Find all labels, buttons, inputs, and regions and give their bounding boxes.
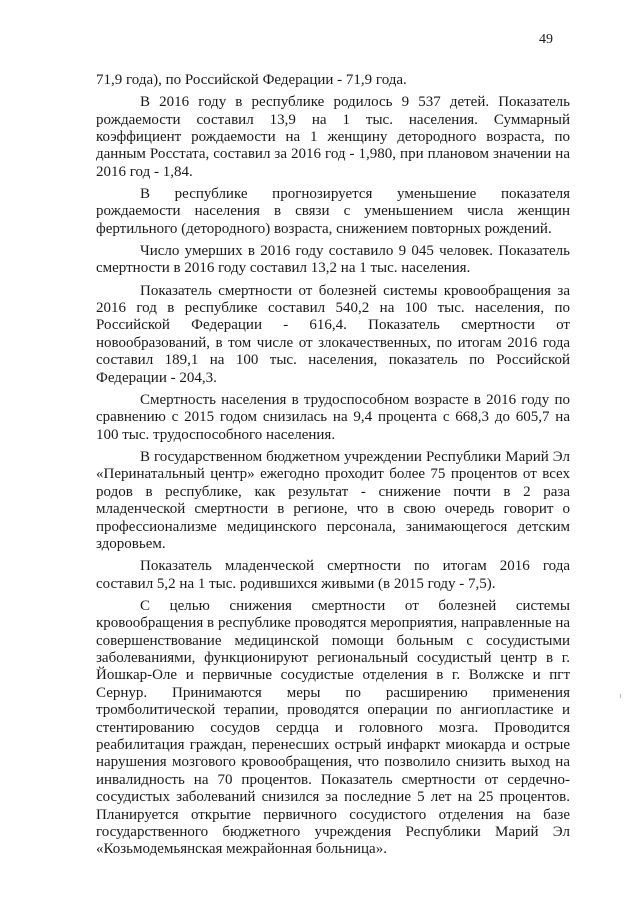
paragraph-working-age-mortality: Смертность населения в трудоспособном возрасте в 2016 году по сравнению с 2015 годом снизилась на 9,4 процента с 668,3 до 605,7 на 100 тыс. трудоспособного населения. xyxy=(96,391,570,443)
paragraph-vascular-measures: С целью снижения смертности от болезней системы кровообращения в республике проводятся мероприятия, направленные на совершенствование медицинской помощи больным с сосудистыми заболеваниями, функционируют региональный сосудистый центр в г. Йошкар-Оле и первичные сосудистые отделения в г. Волжске и пгт Сернур. Принимаются меры по расширению применения тромболитической терапии, проводятся операции по ангиопластике и стентированию сосудов сердца и головного мозга. Проводится реабилитация граждан, перенесших острый инфаркт миокарда и острые нарушения мозгового кровообращения, что позволило снизить выход на инвалидность на 70 процентов. Показатель смертности от сердечно-сосудистых заболеваний снизился за последние 5 лет на 25 процентов. Планируется открытие первичного сосудистого отделения на базе государственного бюджетного учреждения Республики Марий Эл «Козьмодемьянская межрайонная больница». xyxy=(96,597,570,858)
paragraph-deaths: Число умерших в 2016 году составило 9 045 человек. Показатель смертности в 2016 году составил 13,2 на 1 тыс. населения. xyxy=(96,243,570,277)
paragraph-perinatal-center: В государственном бюджетном учреждении Республики Марий Эл «Перинатальный центр» ежегодно проходит более 75 процентов от всех родов в республике, как результат - снижение почти в 2 раза младенческой смертности в регионе, что в свою очередь говорит о профессионализме медицинского персонала, занимающегося детским здоровьем. xyxy=(96,448,570,552)
paragraph-birth-rate: В 2016 году в республике родилось 9 537 детей. Показатель рождаемости составил 13,9 на 1 тыс. населения. Суммарный коэффициент рождаемости на 1 женщину детородного возраста, по данным Росстата, составил за 2016 год - 1,980, при плановом значении на 2016 год - 1,84. xyxy=(96,94,570,180)
paragraph-circulatory-mortality: Показатель смертности от болезней системы кровообращения за 2016 год в республике составил 540,2 на 100 тыс. населения, по Российской Федерации - 616,4. Показатель смертности от новообразований, в том числе от злокачественных, по итогам 2016 года составил 189,1 на 100 тыс. населения, показатель по Российской Федерации - 204,3. xyxy=(96,282,570,386)
page-number: 49 xyxy=(539,32,553,47)
document-body xyxy=(96,72,570,864)
paragraph-continuation: 71,9 года), по Российской Федерации - 71,9 года. xyxy=(96,72,407,88)
paragraph-infant-mortality: Показатель младенческой смертности по итогам 2016 года составил 5,2 на 1 тыс. родившихся живыми (в 2015 году - 7,5). xyxy=(96,558,570,592)
paragraph-birth-forecast: В республике прогнозируется уменьшение показателя рождаемости населения в связи с уменьшением числа женщин фертильного (детородного) возраста, снижением повторных рождений. xyxy=(96,186,570,237)
scan-mark xyxy=(620,694,621,698)
